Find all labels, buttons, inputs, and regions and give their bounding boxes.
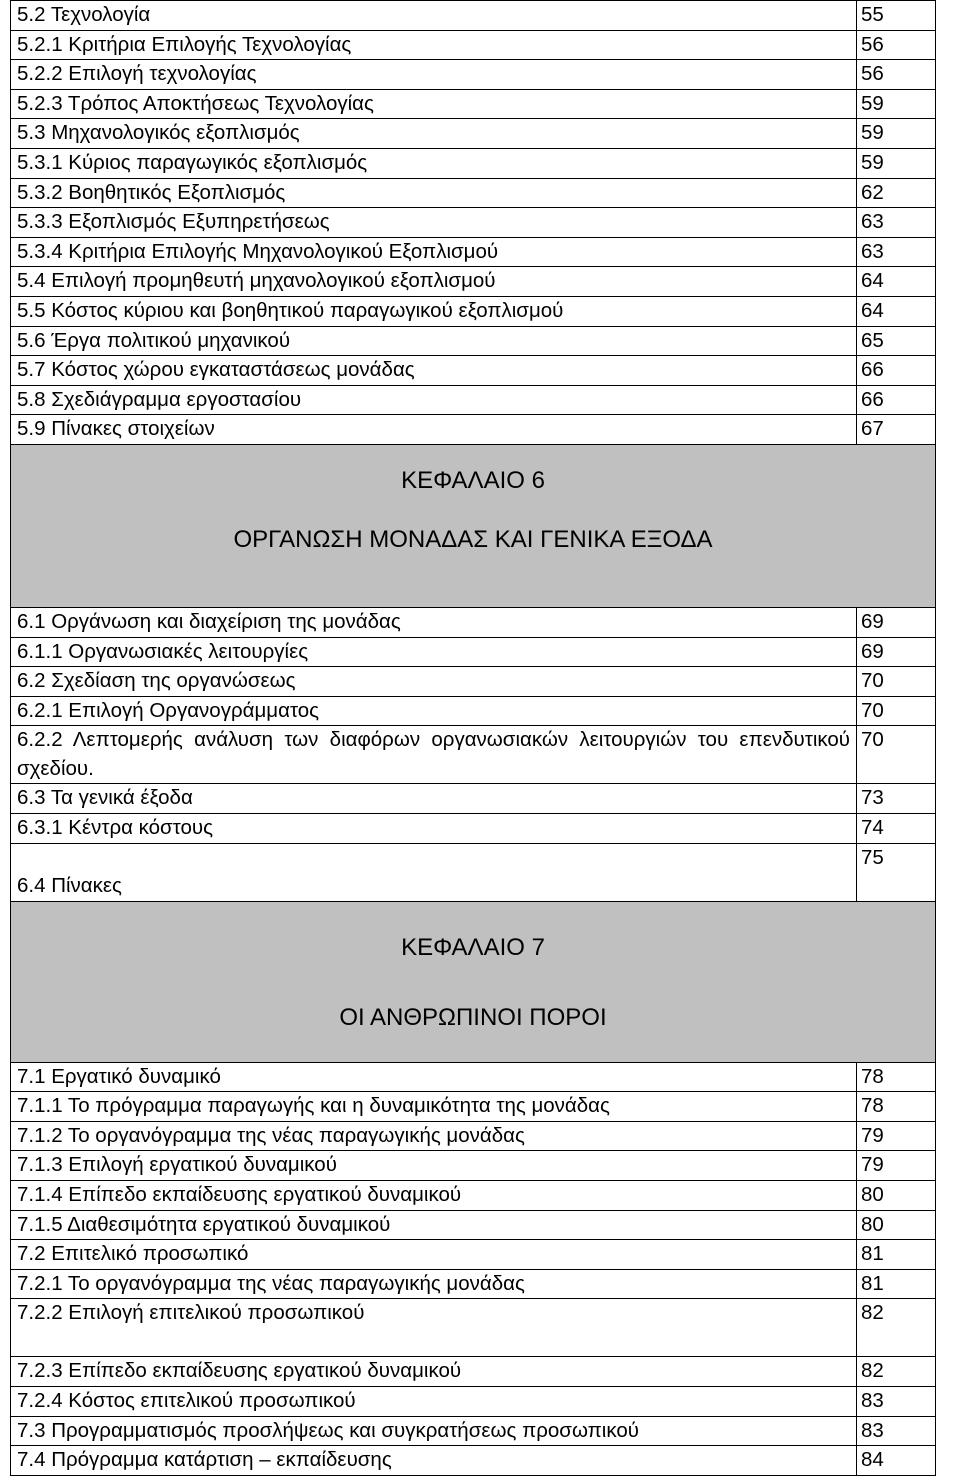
- toc-row: [11, 1092, 936, 1122]
- toc-entry-title: 5.2.1 Κριτήρια Επιλογής Τεχνολογίας: [11, 30, 857, 60]
- toc-entry-title: 7.1.3 Επιλογή εργατικού δυναμικού: [11, 1151, 857, 1181]
- toc-entry-page: 82: [857, 1357, 936, 1387]
- toc-row: [11, 326, 936, 356]
- toc-entry-title: 7.4 Πρόγραμμα κατάρτιση – εκπαίδευσης: [11, 1446, 857, 1476]
- toc-entry-title: 5.6 Έργα πολιτικού μηχανικού: [11, 326, 857, 356]
- toc-row: [11, 267, 936, 297]
- toc-entry-title: 5.3.2 Βοηθητικός Εξοπλισμός: [11, 178, 857, 208]
- toc-entry-title: 5.2 Τεχνολογία: [11, 1, 857, 31]
- toc-entry-page: 66: [857, 385, 936, 415]
- toc-entry-page: 83: [857, 1387, 936, 1417]
- toc-entry-page: 78: [857, 1062, 936, 1092]
- toc-entry-title: 5.9 Πίνακες στοιχείων: [11, 415, 857, 445]
- toc-entry-title: 7.3 Προγραμματισμός προσλήψεως και συγκρατήσεως προσωπικού: [11, 1416, 857, 1446]
- toc-entry-page: 83: [857, 1416, 936, 1446]
- toc-entry-title: 5.2.2 Επιλογή τεχνολογίας: [11, 60, 857, 90]
- toc-row: [11, 843, 936, 901]
- toc-row: [11, 1121, 936, 1151]
- toc-row: [11, 1416, 936, 1446]
- toc-entry-page: 69: [857, 607, 936, 637]
- toc-entry-page: 75: [857, 843, 936, 901]
- toc-row: [11, 726, 936, 784]
- toc-row: [11, 30, 936, 60]
- toc-entry-title: 7.2.1 Το οργανόγραμμα της νέας παραγωγικής μονάδας: [11, 1269, 857, 1299]
- toc-entry-title: 7.1.4 Επίπεδο εκπαίδευσης εργατικού δυναμικού: [11, 1181, 857, 1211]
- chapter-title: ΟΡΓΑΝΩΣΗ ΜΟΝΑΔΑΣ ΚΑΙ ΓΕΝΙΚΑ ΕΞΟΔΑ: [233, 525, 713, 553]
- toc-entry-title: 5.3.4 Κριτήρια Επιλογής Μηχανολογικού Εξοπλισμού: [11, 237, 857, 267]
- toc-entry-page: 64: [857, 267, 936, 297]
- toc-entry-title: 5.3.1 Κύριος παραγωγικός εξοπλισμός: [11, 148, 857, 178]
- toc-entry-page: 59: [857, 89, 936, 119]
- toc-entry-page: 80: [857, 1181, 936, 1211]
- toc-row: [11, 356, 936, 386]
- toc-row: [11, 784, 936, 814]
- toc-entry-title: 7.1.1 Το πρόγραμμα παραγωγής και η δυναμικότητα της μονάδας: [11, 1092, 857, 1122]
- chapter-heading: ΚΕΦΑΛΑΙΟ 6: [401, 466, 545, 494]
- toc-row: [11, 667, 936, 697]
- toc-entry-page: 84: [857, 1446, 936, 1476]
- toc-entry-page: 59: [857, 119, 936, 149]
- toc-row: [11, 60, 936, 90]
- toc-entry-page: 55: [857, 1, 936, 31]
- toc-row: [11, 637, 936, 667]
- toc-entry-title: 6.1 Οργάνωση και διαχείριση της μονάδας: [11, 607, 857, 637]
- toc-entry-title: 6.4 Πίνακες: [11, 843, 857, 901]
- toc-entry-title: 6.2.1 Επιλογή Οργανογράμματος: [11, 696, 857, 726]
- toc-row: [11, 148, 936, 178]
- toc-entry-title: 5.3 Μηχανολογικός εξοπλισμός: [11, 119, 857, 149]
- toc-entry-title: 7.1.2 Το οργανόγραμμα της νέας παραγωγικής μονάδας: [11, 1121, 857, 1151]
- chapter-title: ΟΙ ΑΝΘΡΩΠΙΝΟΙ ΠΟΡΟΙ: [339, 1003, 607, 1031]
- toc-entry-title: 7.2.2 Επιλογή επιτελικού προσωπικού: [11, 1299, 857, 1357]
- table-of-contents: [10, 0, 936, 1476]
- chapter-6-banner: [11, 444, 936, 607]
- toc-row: [11, 607, 936, 637]
- chapter-header: [11, 444, 936, 607]
- toc-entry-page: 70: [857, 696, 936, 726]
- toc-entry-title: 5.4 Επιλογή προμηθευτή μηχανολογικού εξοπλισμού: [11, 267, 857, 297]
- toc-row: [11, 89, 936, 119]
- toc-row: [11, 1210, 936, 1240]
- toc-row: [11, 385, 936, 415]
- toc-entry-page: 82: [857, 1299, 936, 1357]
- toc-row: [11, 1446, 936, 1476]
- toc-entry-title: 7.1.5 Διαθεσιμότητα εργατικού δυναμικού: [11, 1210, 857, 1240]
- toc-entry-title: 7.2.4 Κόστος επιτελικού προσωπικού: [11, 1387, 857, 1417]
- toc-row: [11, 814, 936, 844]
- toc-entry-title: 7.2 Επιτελικό προσωπικό: [11, 1240, 857, 1270]
- toc-entry-page: 66: [857, 356, 936, 386]
- toc-entry-page: 56: [857, 60, 936, 90]
- toc-row: [11, 296, 936, 326]
- toc-entry-page: 69: [857, 637, 936, 667]
- toc-entry-page: 62: [857, 178, 936, 208]
- toc-entry-page: 65: [857, 326, 936, 356]
- toc-entry-page: 78: [857, 1092, 936, 1122]
- toc-row: [11, 1357, 936, 1387]
- toc-entry-title: 5.3.3 Εξοπλισμός Εξυπηρετήσεως: [11, 208, 857, 238]
- toc-entry-page: 74: [857, 814, 936, 844]
- toc-entry-page: 79: [857, 1151, 936, 1181]
- chapter-7-banner: [11, 901, 936, 1062]
- toc-entry-page: 67: [857, 415, 936, 445]
- toc-entry-title: 6.3.1 Κέντρα κόστους: [11, 814, 857, 844]
- toc-row: [11, 208, 936, 238]
- toc-entry-title: 7.2.3 Επίπεδο εκπαίδευσης εργατικού δυναμικού: [11, 1357, 857, 1387]
- toc-entry-title: 6.2.2 Λεπτομερής ανάλυση των διαφόρων οργανωσιακών λειτουργιών του επενδυτικού σχεδίου.: [11, 726, 857, 784]
- toc-entry-page: 70: [857, 726, 936, 784]
- toc-entry-title: 6.2 Σχεδίαση της οργανώσεως: [11, 667, 857, 697]
- toc-entry-page: 73: [857, 784, 936, 814]
- toc-row: [11, 1387, 936, 1417]
- toc-entry-page: 79: [857, 1121, 936, 1151]
- toc-entry-title: 5.2.3 Τρόπος Αποκτήσεως Τεχνολογίας: [11, 89, 857, 119]
- toc-entry-page: 81: [857, 1240, 936, 1270]
- toc-row: [11, 415, 936, 445]
- toc-row: [11, 178, 936, 208]
- toc-entry-page: 59: [857, 148, 936, 178]
- toc-row: [11, 1, 936, 31]
- toc-entry-page: 56: [857, 30, 936, 60]
- toc-entry-title: 6.1.1 Οργανωσιακές λειτουργίες: [11, 637, 857, 667]
- toc-row: [11, 1299, 936, 1357]
- toc-entry-page: 64: [857, 296, 936, 326]
- toc-row: [11, 1151, 936, 1181]
- chapter-heading: ΚΕΦΑΛΑΙΟ 7: [401, 933, 545, 961]
- toc-row: [11, 1062, 936, 1092]
- toc-row: [11, 237, 936, 267]
- toc-entry-title: 5.7 Κόστος χώρου εγκαταστάσεως μονάδας: [11, 356, 857, 386]
- toc-entry-page: 63: [857, 208, 936, 238]
- toc-entry-title: 7.1 Εργατικό δυναμικό: [11, 1062, 857, 1092]
- toc-row: [11, 1269, 936, 1299]
- toc-entry-page: 81: [857, 1269, 936, 1299]
- toc-row: [11, 1181, 936, 1211]
- toc-entry-title: 5.8 Σχεδιάγραμμα εργοστασίου: [11, 385, 857, 415]
- toc-entry-page: 80: [857, 1210, 936, 1240]
- toc-entry-page: 70: [857, 667, 936, 697]
- toc-entry-title: 6.3 Τα γενικά έξοδα: [11, 784, 857, 814]
- toc-entry-page: 63: [857, 237, 936, 267]
- toc-row: [11, 696, 936, 726]
- toc-row: [11, 119, 936, 149]
- toc-entry-title: 5.5 Κόστος κύριου και βοηθητικού παραγωγικού εξοπλισμού: [11, 296, 857, 326]
- chapter-header: [11, 901, 936, 1062]
- toc-row: [11, 1240, 936, 1270]
